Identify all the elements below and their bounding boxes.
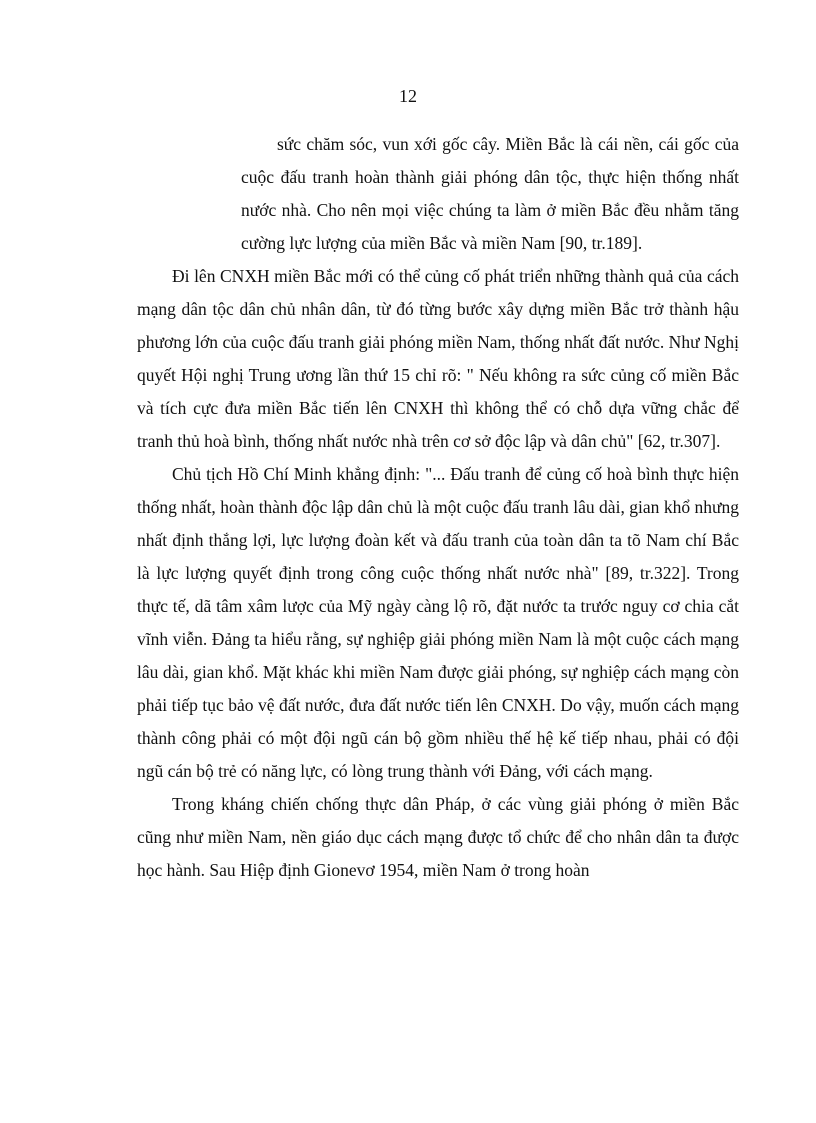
paragraph-education-resistance: Trong kháng chiến chống thực dân Pháp, ở các vùng giải phóng ở miền Bắc cũng như miền Nam, nền giáo dục cách mạng được tổ chức để cho nhân dân ta được học hành. Sau Hiệp định Gionevơ 1954, miền Nam ở trong hoàn [137,794,739,880]
document-body [137,128,739,887]
paragraph-ho-chi-minh-statement: Chủ tịch Hồ Chí Minh khẳng định: "... Đấu tranh để củng cố hoà bình thực hiện thống nhất, hoàn thành độc lập dân chủ là một cuộc đấu tranh lâu dài, gian khổ nhưng nhất định thắng lợi, lực lượng đoàn kết và đấu tranh của toàn dân ta tõ Nam chí Bắc là lực lượng quyết định trong công cuộc thống nhất nước nhà" [89, tr.322]. Trong thực tế, dã tâm xâm lược của Mỹ ngày càng lộ rõ, đặt nước ta trước nguy cơ chia cắt vĩnh viễn. Đảng ta hiểu rằng, sự nghiệp giải phóng miền Nam là một cuộc cách mạng lâu dài, gian khổ. Mặt khác khi miền Nam được giải phóng, sự nghiệp cách mạng còn phải tiếp tục bảo vệ đất nước, đưa đất nước tiến lên CNXH. Do vậy, muốn cách mạng thành công phải có một đội ngũ cán bộ gồm nhiều thế hệ kế tiếp nhau, phải có đội ngũ cán bộ trẻ có năng lực, có lòng trung thành với Đảng, với cách mạng. [137,464,739,781]
block-quote: sức chăm sóc, vun xới gốc cây. Miền Bắc là cái nền, cái gốc của cuộc đấu tranh hoàn thành giải phóng dân tộc, thực hiện thống nhất nước nhà. Cho nên mọi việc chúng ta làm ở miền Bắc đều nhằm tăng cường lực lượng của miền Bắc và miền Nam [90, tr.189]. [241,134,739,253]
paragraph-socialism-north: Đi lên CNXH miền Bắc mới có thể củng cố phát triển những thành quả của cách mạng dân tộc dân chủ nhân dân, từ đó từng bước xây dựng miền Bắc trở thành hậu phương lớn của cuộc đấu tranh giải phóng miền Nam, thống nhất đất nước. Như Nghị quyết Hội nghị Trung ương lần thứ 15 chỉ rõ: " Nếu không ra sức củng cố miền Bắc và tích cực đưa miền Bắc tiến lên CNXH thì không thể có chỗ dựa vững chắc để tranh thủ hoà bình, thống nhất nước nhà trên cơ sở độc lập và dân chủ" [62, tr.307]. [137,266,739,451]
page-number: 12 [399,86,417,106]
